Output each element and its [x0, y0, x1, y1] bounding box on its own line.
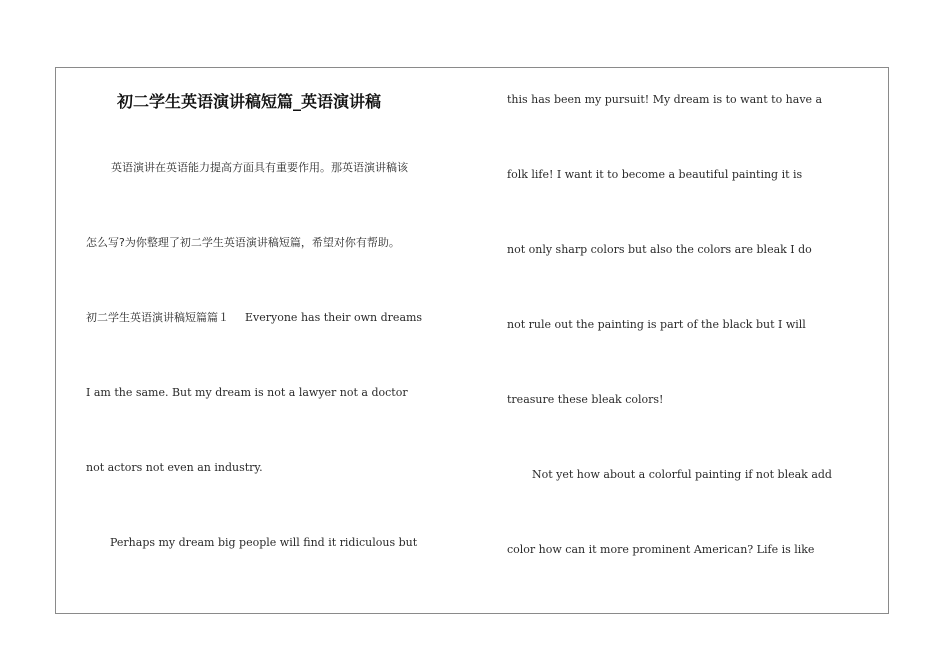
- right-line-4: not rule out the painting is part of the black but I will: [507, 318, 806, 331]
- section-heading: 初二学生英语演讲稿短篇篇１: [86, 311, 229, 324]
- right-line-3: not only sharp colors but also the colors are bleak I do: [507, 243, 812, 256]
- right-line-7: color how can it more prominent American? Life is like: [507, 543, 815, 556]
- left-line-2: 怎么写?为你整理了初二学生英语演讲稿短篇，希望对你有帮助。: [86, 236, 400, 249]
- section-first-sentence: Everyone has their own dreams: [245, 311, 423, 324]
- left-line-4: I am the same. But my dream is not a lawyer not a doctor: [86, 386, 408, 399]
- right-line-1: this has been my pursuit! My dream is to want to have a: [507, 93, 823, 106]
- left-line-3: [86, 311, 422, 325]
- left-line-5: not actors not even an industry.: [86, 461, 263, 474]
- right-line-5: treasure these bleak colors!: [507, 393, 664, 406]
- page-frame: [55, 67, 889, 614]
- document-title: 初二学生英语演讲稿短篇_英语演讲稿: [117, 92, 382, 111]
- left-line-6: Perhaps my dream big people will find it ridiculous but: [110, 536, 418, 549]
- left-line-1: 英语演讲在英语能力提高方面具有重要作用。那英语演讲稿该: [111, 161, 408, 174]
- right-line-6: Not yet how about a colorful painting if not bleak add: [532, 468, 832, 481]
- right-line-2: folk life! I want it to become a beautiful painting it is: [507, 168, 803, 181]
